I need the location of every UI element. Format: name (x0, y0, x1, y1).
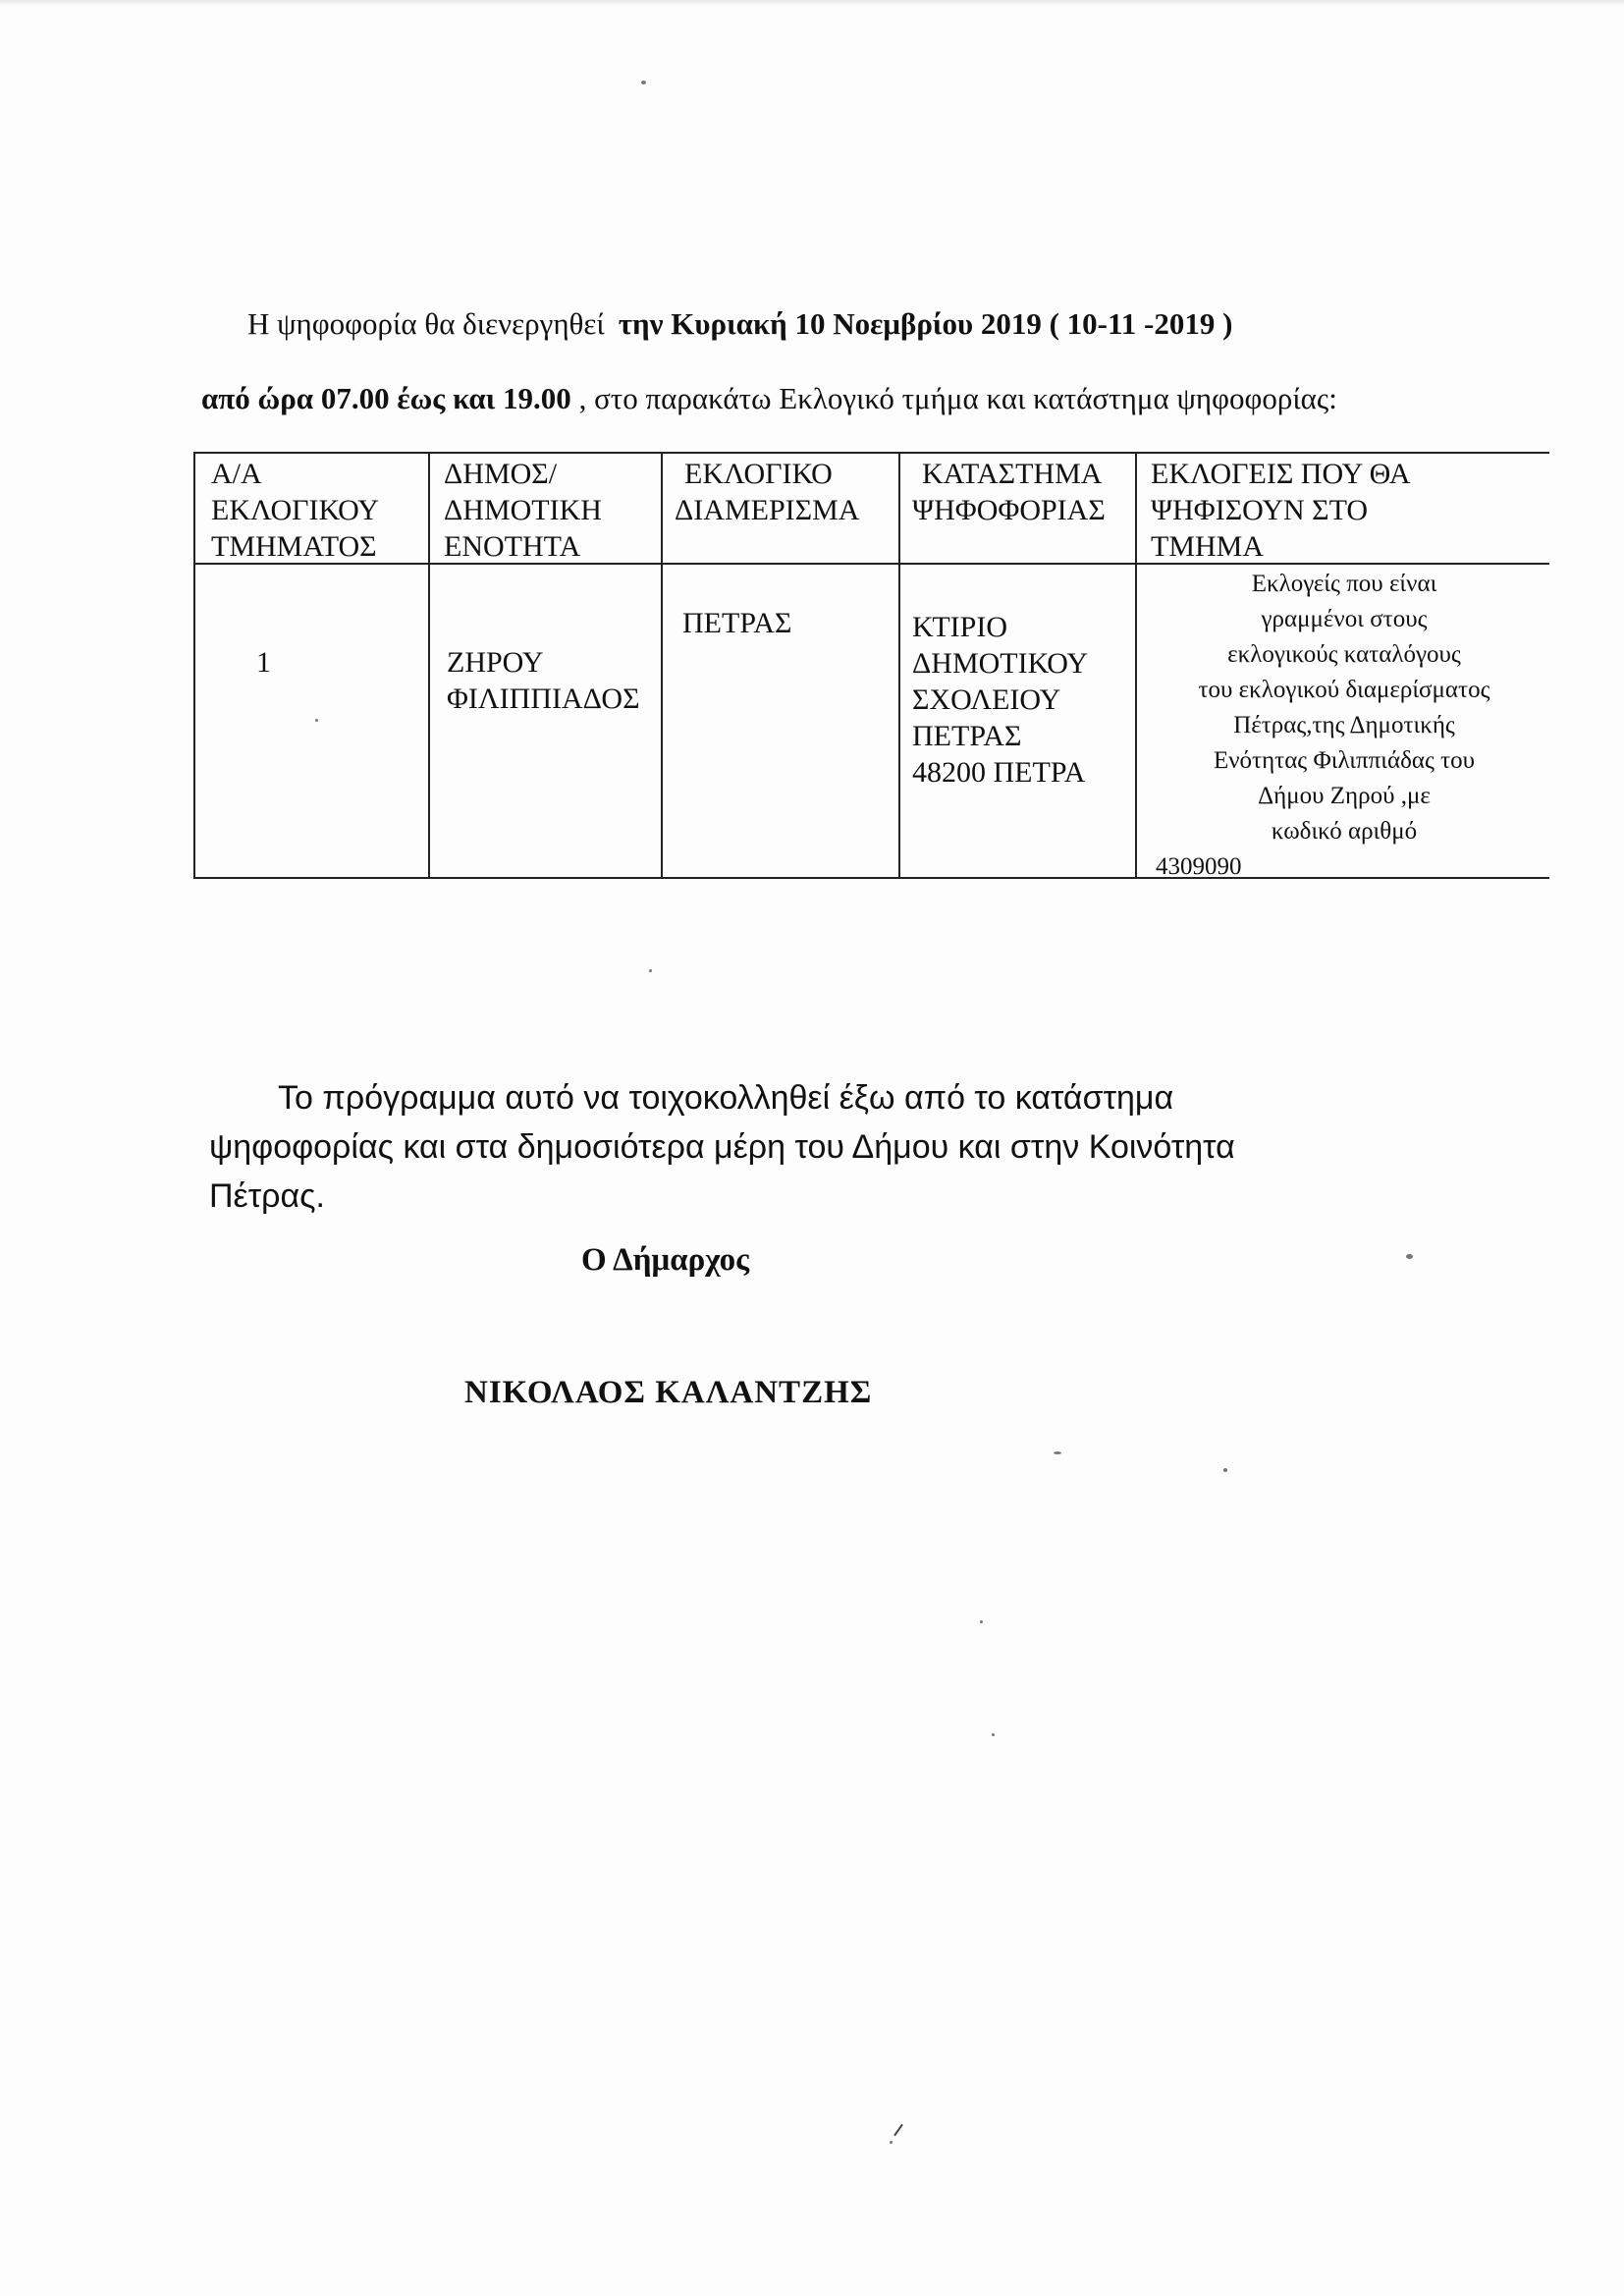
scan-edge (0, 0, 1624, 6)
scan-speck (1223, 1468, 1227, 1472)
table-col-border (898, 452, 900, 879)
mayor-title: Ο Δήμαρχος (581, 1242, 750, 1278)
table-col-border (428, 452, 430, 879)
row-district: ΠΕΤΡΑΣ (682, 607, 792, 639)
scan-speck (315, 719, 318, 722)
table-col-border (193, 452, 195, 879)
voting-time-line (201, 381, 1337, 416)
scan-speck (890, 2141, 893, 2144)
header-section-number: Α/Α ΕΚΛΟΓΙΚΟΥ ΤΜΗΜΑΤΟΣ (211, 458, 379, 563)
table-col-border (661, 452, 663, 879)
voting-date-bold: την Κυριακή 10 Νοεμβρίου 2019 ( 10-11 -2019 ) (618, 306, 1233, 341)
posting-notice: Το πρόγραμμα αυτό να τοιχοκολληθεί έξω από το κατάστημα ψηφοφορίας και στα δημοσιότερα μέρη του Δήμου και στην Κοινότητα Πέτρας. (209, 1079, 1235, 1215)
voting-date-line (247, 306, 1232, 342)
scan-mark (893, 2124, 903, 2137)
header-district: ΕΚΛΟΓΙΚΟ ΔΙΑΜΕΡΙΣΜΑ (675, 458, 860, 526)
voting-time-bold: από ώρα 07.00 έως και 19.00 (201, 381, 571, 415)
row-polling-station: ΚΤΙΡΙΟ ΔΗΜΟΤΙΚΟΥ ΣΧΟΛΕΙΟΥ ΠΕΤΡΑΣ 48200 ΠΕΤΡΑ (912, 611, 1089, 789)
header-polling-station: ΚΑΤΑΣΤΗΜΑ ΨΗΦΟΦΟΡΙΑΣ (912, 458, 1106, 526)
table-top-border (193, 452, 1549, 454)
scan-speck (1054, 1451, 1061, 1454)
header-voters: ΕΚΛΟΓΕΙΣ ΠΟΥ ΘΑ ΨΗΦΙΣΟΥΝ ΣΤΟ ΤΜΗΜΑ (1151, 458, 1411, 563)
header-municipality: ΔΗΜΟΣ/ ΔΗΜΟΤΙΚΗ ΕΝΟΤΗΤΑ (444, 458, 602, 563)
row-municipality: ΖΗΡΟΥ ΦΙΛΙΠΠΙΑΔΟΣ (447, 646, 640, 715)
table-col-border (1135, 452, 1137, 879)
scan-speck (641, 81, 646, 84)
scan-speck (649, 969, 652, 972)
row-section-number: 1 (256, 646, 271, 679)
voting-date-text: Η ψηφοφορία θα διενεργηθεί (247, 306, 605, 341)
polling-table (193, 452, 1549, 879)
voting-time-text: , στο παρακάτω Εκλογικό τμήμα και κατάστημα ψηφοφορίας: (578, 381, 1337, 415)
scan-speck (980, 1620, 983, 1623)
scan-speck (1406, 1254, 1413, 1259)
scan-speck (992, 1733, 995, 1736)
row-voters: Εκλογείς που είναι γραμμένοι στους εκλογικούς καταλόγους του εκλογικού διαμερίσματος Πέτρας,της Δημοτικής Ενότητας Φιλιππιάδας του Δήμου Ζηρού ,με κωδικό αριθμό 4309090 (1156, 571, 1490, 880)
mayor-name: ΝΙΚΟΛΑΟΣ ΚΑΛΑΝΤΖΗΣ (464, 1375, 873, 1410)
